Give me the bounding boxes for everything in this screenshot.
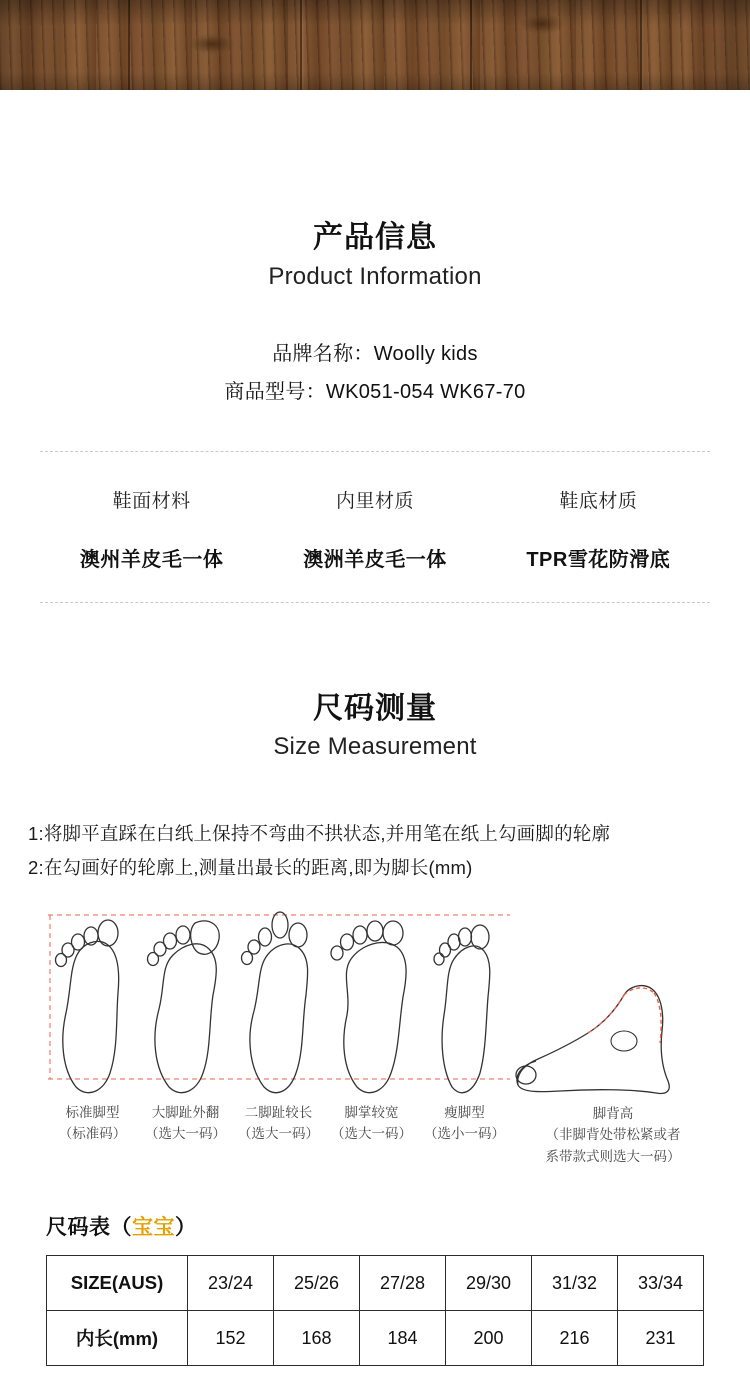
foot-outline-side-view bbox=[512, 981, 722, 1101]
measurement-step-1: 1:将脚平直踩在白纸上保持不弯曲不拱状态,并用笔在纸上勾画脚的轮廓 bbox=[28, 823, 611, 844]
size-chart-heading-main: 尺码表（ bbox=[46, 1216, 132, 1240]
foot-caption-advice: （标准码） bbox=[58, 1126, 127, 1142]
foot-type-diagram bbox=[0, 909, 750, 1164]
size-measurement-heading bbox=[0, 689, 750, 762]
material-column-lining bbox=[263, 486, 486, 572]
foot-caption-wide bbox=[325, 1103, 418, 1145]
size-chart-table bbox=[46, 1255, 704, 1366]
table-cell: 184 bbox=[360, 1311, 446, 1366]
banner-top-shadow bbox=[0, 0, 750, 26]
table-cell: 25/26 bbox=[274, 1256, 360, 1311]
foot-outline-long-second-toe bbox=[232, 909, 325, 1099]
table-cell: 27/28 bbox=[360, 1256, 446, 1311]
side-foot-caption-line2: （非脚背处带松紧或者 bbox=[545, 1127, 681, 1143]
wood-floor-banner-image bbox=[0, 0, 750, 90]
brand-name-line: 品牌名称：Woolly kids bbox=[272, 342, 478, 365]
foot-caption-advice: （选小一码） bbox=[424, 1126, 505, 1142]
foot-caption-name: 二脚趾较长 bbox=[244, 1105, 313, 1121]
table-row bbox=[47, 1256, 704, 1311]
foot-caption-standard bbox=[46, 1103, 139, 1145]
foot-caption-advice: （选大一码） bbox=[145, 1126, 226, 1142]
side-foot-caption-line1: 脚背高 bbox=[592, 1105, 634, 1121]
model-number-line: 商品型号：WK051-054 WK67-70 bbox=[224, 380, 526, 403]
product-information-title-en: Product Information bbox=[268, 262, 482, 290]
side-foot-caption bbox=[488, 1103, 738, 1168]
table-row bbox=[47, 1311, 704, 1366]
foot-caption-bunion bbox=[139, 1103, 232, 1145]
size-chart-heading-tail: ） bbox=[175, 1216, 197, 1240]
table-cell: 200 bbox=[446, 1311, 532, 1366]
measurement-step-2: 2:在勾画好的轮廓上,测量出最长的距离,即为脚长(mm) bbox=[28, 857, 473, 879]
size-measurement-title-en: Size Measurement bbox=[273, 733, 477, 760]
size-chart-heading bbox=[46, 1211, 704, 1241]
size-chart-heading-accent: 宝宝 bbox=[132, 1216, 175, 1240]
material-value: 澳洲羊皮毛一体 bbox=[303, 548, 447, 571]
material-value: TPR雪花防滑底 bbox=[526, 548, 671, 571]
size-chart-section bbox=[46, 1211, 704, 1366]
foot-caption-name: 脚掌较宽 bbox=[344, 1105, 399, 1121]
table-row-label: SIZE(AUS) bbox=[47, 1256, 188, 1311]
table-cell: 31/32 bbox=[532, 1256, 618, 1311]
foot-caption-advice: （选大一码） bbox=[331, 1126, 412, 1142]
table-cell: 29/30 bbox=[446, 1256, 532, 1311]
banner-bottom-shadow bbox=[0, 72, 750, 90]
brand-block bbox=[0, 335, 750, 411]
foot-outline-wide bbox=[325, 909, 418, 1099]
foot-caption-name: 瘦脚型 bbox=[444, 1105, 485, 1121]
materials-row bbox=[40, 452, 710, 602]
table-cell: 168 bbox=[274, 1311, 360, 1366]
foot-outline-standard bbox=[46, 909, 139, 1099]
size-measurement-section bbox=[0, 603, 750, 1164]
product-information-title-cn: 产品信息 bbox=[313, 221, 437, 254]
table-cell: 23/24 bbox=[188, 1256, 274, 1311]
product-information-section bbox=[0, 90, 750, 603]
material-label: 鞋底材质 bbox=[559, 490, 638, 512]
measurement-steps bbox=[28, 817, 722, 885]
foot-caption-advice: （选大一码） bbox=[238, 1126, 319, 1142]
side-foot-caption-line3: 系带款式则选大一码） bbox=[545, 1148, 681, 1164]
material-label: 鞋面材料 bbox=[112, 490, 191, 512]
product-information-heading bbox=[0, 218, 750, 291]
material-value: 澳州羊皮毛一体 bbox=[79, 548, 224, 571]
table-row-label: 内长(mm) bbox=[47, 1311, 188, 1366]
material-column-upper bbox=[40, 486, 263, 572]
foot-caption-name: 大脚趾外翻 bbox=[151, 1105, 220, 1121]
material-label: 内里材质 bbox=[335, 490, 414, 512]
foot-outline-bunion bbox=[139, 909, 232, 1099]
table-cell: 216 bbox=[532, 1311, 618, 1366]
table-cell: 33/34 bbox=[618, 1256, 704, 1311]
material-column-sole bbox=[487, 486, 710, 572]
foot-caption-name: 标准脚型 bbox=[65, 1105, 120, 1121]
wood-knot bbox=[190, 34, 234, 54]
size-measurement-title-cn: 尺码测量 bbox=[313, 691, 437, 725]
table-cell: 152 bbox=[188, 1311, 274, 1366]
table-cell: 231 bbox=[618, 1311, 704, 1366]
foot-caption-long-second-toe bbox=[232, 1103, 325, 1145]
foot-outline-narrow bbox=[418, 909, 511, 1099]
